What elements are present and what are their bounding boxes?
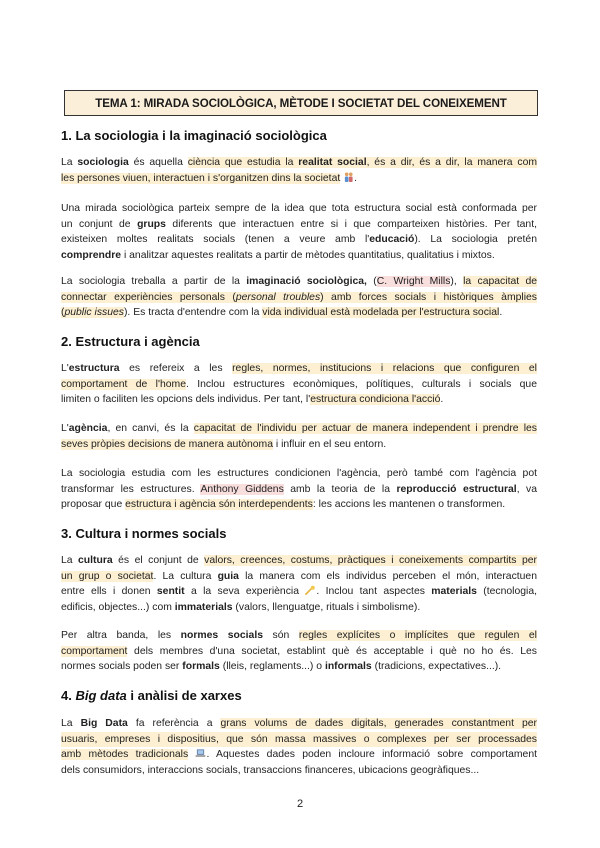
section-4-paragraph-1: La Big Data fa referència a grans volums de dades digitals, generades constantment per usuaris, empreses i dispositius, que són massa massives o complexes per ser processades amb mètodes tradicionals . Aquestes dades poden incloure informació sobre comportament dels consumidors, interaccions socials, transaccions financeres, ubicacions geogràfiques... — [61, 718, 537, 776]
section-1-paragraph-1: La sociologia és aquella ciència que estudia la realitat social, és a dir, és a dir, la manera com les persones viuen, interactuen i s'organitzen dins la societat . — [61, 157, 538, 184]
comet-icon — [305, 585, 316, 595]
section-2-paragraph-3: La sociologia estudia com les estructures condicionen l'agència, però també com l'agència pot transformar les estructures. Anthony Giddens amb la teoria de la reproducció estructural, va proposar que estructura i agència són interdependents: les accions les mantenen o transformen. — [61, 468, 538, 511]
section-1-paragraph-3: La sociologia treballa a partir de la imaginació sociològica, (C. Wright Mills), la capacitat de connectar experiències personals (personal troubles) amb forces socials i històriques àmplies (public issues). Es tracta d'entendre com la vida individual està modelada per l'estructura social. — [61, 276, 538, 319]
people-icon — [343, 172, 354, 182]
section-2-paragraph-2: L'agència, en canvi, és la capacitat de l'individu per actuar de manera independent i prendre les seves pròpies decisions de manera autònoma i influir en el seu entorn. — [61, 423, 537, 450]
section-4-heading: 4. Big data i anàlisi de xarxes — [61, 688, 242, 703]
section-1-heading: 1. La sociologia i la imaginació sociològica — [61, 128, 327, 143]
laptop-icon — [195, 748, 206, 758]
section-3-heading: 3. Cultura i normes socials — [61, 526, 227, 541]
page-number: 2 — [296, 798, 304, 810]
document-title: TEMA 1: MIRADA SOCIOLÒGICA, MÈTODE I SOCIETAT DEL CONEIXEMENT — [64, 90, 538, 116]
section-3-paragraph-1: La cultura és el conjunt de valors, creences, costums, pràctiques i coneixements compartits per un grup o societat. La cultura guia la manera com els individus perceben el món, interactuen entre ells i donen sentit a la seva experiència . Inclou tant aspectes materials (tecnologia, edificis, objectes...) com immaterials (valors, llenguatge, rituals i simbolisme). — [61, 555, 537, 613]
section-3-paragraph-2: Per altra banda, les normes socials són regles explícites o implícites que regulen el comportament dels membres d'una societat, establint què és acceptable i què no ho és. Les normes socials poden ser formals (lleis, reglaments...) o informals (tradicions, expectatives...). — [61, 630, 537, 673]
section-2-heading: 2. Estructura i agència — [61, 334, 200, 349]
section-2-paragraph-1: L'estructura es refereix a les regles, normes, institucions i relacions que configuren el comportament de l'home. Inclou estructures econòmiques, polítiques, culturals i socials que limiten o faciliten les opcions dels individus. Per tant, l'estructura condiciona l'acció. — [61, 363, 537, 406]
section-1-paragraph-2: Una mirada sociològica parteix sempre de la idea que tota estructura social està conformada per un conjunt de grups diferents que interactuen entre si i que comparteixen històries. Per tant, existeixen moltes realitats socials (tenen a veure amb l'educació). La sociologia pretén comprendre i analitzar aquestes realitats a partir de mètodes quantitatius, qualitatius i mixtos. — [61, 203, 537, 261]
